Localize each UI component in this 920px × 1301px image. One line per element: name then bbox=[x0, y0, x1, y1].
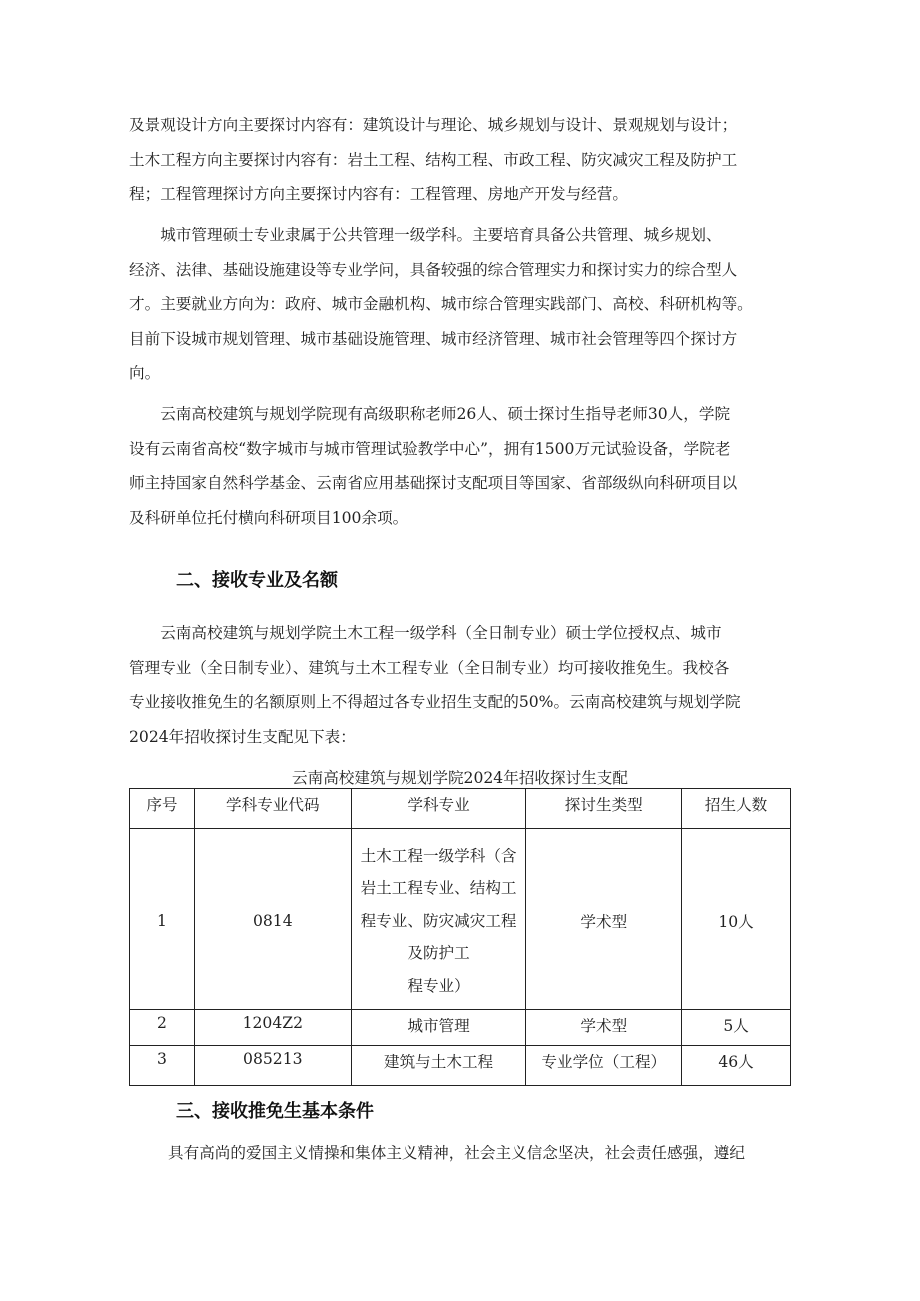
text-line: 云南高校建筑与规划学院土木工程一级学科（全日制专业）硕士学位授权点、城市 bbox=[160, 624, 722, 642]
paragraph-admission bbox=[129, 616, 791, 754]
header-cell: 探讨生类型 bbox=[526, 789, 682, 829]
header-cell: 学科专业 bbox=[351, 789, 526, 829]
header-cell: 招生人数 bbox=[682, 789, 791, 829]
cell-code: 085213 bbox=[194, 1046, 351, 1086]
paragraph-faculty bbox=[129, 397, 791, 535]
text-line: 经济、法律、基础设施建设等专业学问，具备较强的综合管理实力和探讨实力的综合型人 bbox=[129, 260, 738, 279]
cell-count: 10人 bbox=[682, 829, 791, 1010]
text-line: 向。 bbox=[129, 364, 161, 382]
text-line: 2024年招收探讨生支配见下表： bbox=[129, 727, 356, 746]
cell-type: 专业学位（工程） bbox=[526, 1046, 682, 1086]
cell-count: 46人 bbox=[682, 1046, 791, 1086]
major-line: 程专业、防灾减灾工程 bbox=[360, 911, 517, 930]
text-line: 土木工程方向主要探讨内容有：岩土工程、结构工程、市政工程、防灾减灾工程及防护工 bbox=[129, 150, 738, 169]
cell-major bbox=[351, 829, 526, 1010]
text-line: 设有云南省高校“数字城市与城市管理试验教学中心”，拥有1500万元试验设备，学院老 bbox=[129, 439, 731, 458]
table-caption: 云南高校建筑与规划学院2024年招收探讨生支配 bbox=[292, 769, 628, 787]
enrollment-table bbox=[129, 788, 791, 1086]
paragraph-city-management bbox=[129, 218, 791, 391]
major-line: 程专业） bbox=[407, 976, 470, 995]
header-cell: 学科专业代码 bbox=[194, 789, 351, 829]
header-cell: 序号 bbox=[130, 789, 195, 829]
table-row bbox=[130, 1046, 791, 1086]
text-line: 及科研单位托付横向科研项目100余项。 bbox=[129, 508, 409, 527]
table-row bbox=[130, 1010, 791, 1046]
cell-no: 3 bbox=[130, 1046, 195, 1086]
cell-count: 5人 bbox=[682, 1010, 791, 1046]
text-line: 管理专业（全日制专业）、建筑与土木工程专业（全日制专业）均可接收推免生。我校各 bbox=[129, 658, 730, 677]
table-row bbox=[130, 829, 791, 1010]
text-line: 专业接收推免生的名额原则上不得超过各专业招生支配的50%。云南高校建筑与规划学院 bbox=[129, 693, 741, 711]
cell-type: 学术型 bbox=[526, 829, 682, 1010]
section-heading-conditions: 三、接收推免生基本条件 bbox=[176, 1101, 374, 1122]
paragraph-research-directions bbox=[129, 108, 791, 212]
cell-no: 1 bbox=[130, 829, 195, 1010]
cell-code: 0814 bbox=[194, 829, 351, 1010]
text-line: 师主持国家自然科学基金、云南省应用基础探讨支配项目等国家、省部级纵向科研项目以 bbox=[129, 474, 738, 492]
text-line: 才。主要就业方向为：政府、城市金融机构、城市综合管理实践部门、高校、科研机构等。 bbox=[129, 295, 753, 313]
text-line: 及景观设计方向主要探讨内容有：建筑设计与理论、城乡规划与设计、景观规划与设计； bbox=[129, 116, 738, 134]
text-line: 城市管理硕士专业隶属于公共管理一级学科。主要培育具备公共管理、城乡规划、 bbox=[160, 226, 722, 244]
major-line: 及防护工 bbox=[407, 944, 470, 963]
cell-major: 城市管理 bbox=[351, 1010, 526, 1046]
text-line: 程；工程管理探讨方向主要探讨内容有：工程管理、房地产开发与经营。 bbox=[129, 185, 629, 203]
text-line: 云南高校建筑与规划学院现有高级职称老师26人、硕士探讨生指导老师30人，学院 bbox=[160, 405, 731, 423]
cell-no: 2 bbox=[130, 1010, 195, 1046]
cell-code: 1204Z2 bbox=[194, 1010, 351, 1046]
major-line: 岩土工程专业、结构工 bbox=[360, 879, 517, 898]
table-header-row bbox=[130, 789, 791, 829]
major-line: 土木工程一级学科（含 bbox=[360, 846, 517, 865]
cell-major: 建筑与土木工程 bbox=[351, 1046, 526, 1086]
text-line: 目前下设城市规划管理、城市基础设施管理、城市经济管理、城市社会管理等四个探讨方 bbox=[129, 329, 738, 348]
cell-type: 学术型 bbox=[526, 1010, 682, 1046]
section-heading-admission: 二、接收专业及名额 bbox=[176, 570, 338, 591]
paragraph-conditions bbox=[129, 1136, 791, 1171]
text-line: 具有高尚的爱国主义情操和集体主义精神，社会主义信念坚决，社会责任感强，遵纪 bbox=[168, 1144, 745, 1162]
